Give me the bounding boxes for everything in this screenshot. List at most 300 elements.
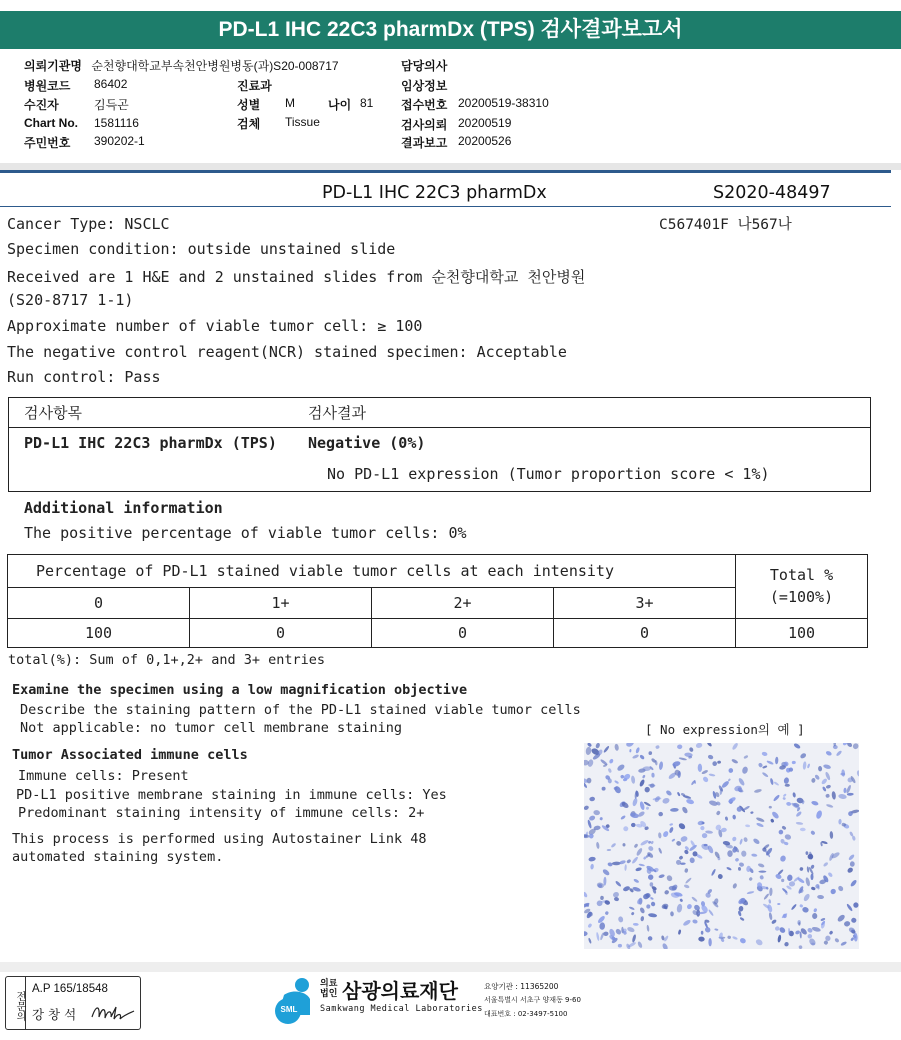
cell-nucleus: [825, 793, 830, 798]
cell-nucleus: [850, 879, 858, 887]
cell-nucleus: [711, 868, 717, 876]
cell-nucleus: [778, 830, 783, 835]
cell-nucleus: [807, 933, 813, 939]
cell-nucleus: [851, 917, 857, 923]
cell-nucleus: [846, 743, 853, 748]
report-title: PD-L1 IHC 22C3 pharmDx (TPS) 검사결과보고서: [0, 11, 901, 49]
sex-value: M: [285, 96, 295, 110]
cell-nucleus: [754, 788, 762, 793]
cell-nucleus: [584, 834, 589, 838]
cell-nucleus: [732, 815, 736, 820]
institution-label: 의뢰기관명: [24, 59, 82, 73]
cell-nucleus: [766, 760, 774, 765]
immune-line2: PD-L1 positive membrane staining in immune cells: Yes: [16, 787, 447, 803]
cell-nucleus: [701, 769, 708, 774]
additional-title: Additional information: [24, 499, 223, 517]
cell-nucleus: [829, 831, 833, 839]
cell-nucleus: [587, 923, 592, 928]
cell-nucleus: [817, 895, 824, 899]
cell-nucleus: [670, 808, 679, 812]
cell-nucleus: [646, 904, 650, 909]
cell-nucleus: [810, 830, 816, 836]
org-code: 요양기관 : 11365200: [484, 982, 559, 991]
cell-nucleus: [734, 857, 739, 862]
cell-nucleus: [843, 788, 846, 794]
intensity-col-3plus: 3+: [553, 587, 736, 619]
cell-nucleus: [741, 850, 747, 857]
cell-nucleus: [678, 855, 683, 860]
cell-nucleus: [808, 937, 817, 946]
report-line: (S20-8717 1-1): [7, 291, 134, 309]
cell-nucleus: [655, 745, 660, 750]
cell-nucleus: [726, 866, 732, 870]
cell-nucleus: [745, 824, 750, 827]
intensity-header: Percentage of PD-L1 stained viable tumor cells at each intensity: [7, 554, 736, 588]
cell-nucleus: [796, 822, 804, 826]
additional-text: The positive percentage of viable tumor cells: 0%: [24, 524, 467, 542]
cell-nucleus: [792, 792, 796, 798]
cell-nucleus: [770, 818, 775, 823]
cell-nucleus: [763, 843, 770, 849]
cell-nucleus: [629, 906, 635, 910]
cell-nucleus: [678, 929, 682, 935]
org-prefix-2: 법인: [320, 989, 338, 999]
cell-nucleus: [584, 931, 588, 936]
cell-nucleus: [837, 885, 844, 892]
cell-nucleus: [812, 913, 817, 919]
cell-nucleus: [739, 838, 743, 845]
cell-nucleus: [661, 903, 669, 910]
cell-nucleus: [799, 904, 803, 908]
cell-nucleus: [752, 838, 760, 846]
cell-nucleus: [647, 935, 653, 941]
intensity-value-3plus: 0: [553, 618, 736, 648]
cell-nucleus: [646, 925, 649, 932]
cell-nucleus: [785, 784, 790, 787]
cell-nucleus: [831, 791, 836, 800]
cell-nucleus: [797, 877, 805, 884]
cell-nucleus: [596, 882, 604, 889]
cell-nucleus: [698, 936, 705, 942]
cell-nucleus: [676, 903, 683, 913]
cell-nucleus: [811, 778, 816, 783]
cell-nucleus: [633, 878, 639, 883]
image-caption: [ No expression의 예 ]: [645, 722, 805, 737]
cell-nucleus: [588, 938, 592, 944]
cell-nucleus: [585, 746, 592, 755]
cell-nucleus: [758, 871, 766, 873]
institution-row: [24, 57, 339, 74]
cell-nucleus: [658, 847, 663, 854]
cell-nucleus: [647, 874, 654, 881]
cell-nucleus: [721, 780, 730, 789]
cell-nucleus: [702, 833, 708, 838]
cell-nucleus: [684, 868, 688, 873]
cell-nucleus: [829, 888, 836, 895]
cell-nucleus: [731, 743, 738, 751]
signature-stamp: [5, 976, 141, 1030]
cell-nucleus: [799, 752, 807, 759]
cell-nucleus: [675, 840, 681, 846]
clinical-label: 임상정보: [401, 79, 448, 93]
cell-nucleus: [789, 881, 796, 887]
request-label: 검사의뢰: [401, 118, 448, 132]
hospital-code-value: 86402: [94, 77, 128, 91]
cell-nucleus: [614, 744, 619, 752]
cell-nucleus: [678, 822, 687, 830]
cell-nucleus: [705, 830, 713, 834]
cell-nucleus: [669, 826, 675, 833]
cell-nucleus: [616, 763, 625, 772]
cell-nucleus: [633, 843, 638, 848]
test-title: PD-L1 IHC 22C3 pharmDx: [322, 183, 547, 203]
cell-nucleus: [770, 778, 774, 785]
cell-nucleus: [838, 793, 847, 799]
report-label: 결과보고: [401, 136, 448, 150]
specimen-value: Tissue: [285, 115, 320, 129]
cell-nucleus: [732, 836, 737, 842]
org-english: Samkwang Medical Laboratories: [320, 1004, 483, 1014]
cell-nucleus: [836, 750, 843, 757]
cell-nucleus: [811, 800, 819, 806]
cell-nucleus: [792, 761, 796, 764]
cell-nucleus: [631, 912, 635, 916]
cell-nucleus: [625, 743, 635, 748]
cell-nucleus: [787, 874, 793, 881]
cell-nucleus: [648, 913, 657, 918]
cell-nucleus: [614, 897, 620, 902]
cell-nucleus: [748, 877, 753, 882]
cell-nucleus: [725, 816, 729, 821]
cell-nucleus: [602, 868, 611, 876]
cell-nucleus: [773, 781, 779, 786]
report-line: Specimen condition: outside unstained slide: [7, 240, 396, 258]
cell-nucleus: [708, 909, 714, 916]
request-value: 20200519: [458, 116, 512, 130]
cell-nucleus: [622, 885, 630, 892]
cell-nucleus: [743, 805, 750, 811]
cell-nucleus: [665, 790, 672, 797]
cell-nucleus: [632, 797, 638, 806]
cell-nucleus: [714, 928, 718, 931]
cell-nucleus: [727, 850, 732, 857]
total-header-line1: Total %: [769, 566, 834, 584]
cell-nucleus: [596, 932, 600, 941]
cell-nucleus: [638, 863, 644, 866]
cell-nucleus: [709, 773, 716, 777]
cell-nucleus: [756, 822, 764, 828]
cell-nucleus: [769, 806, 773, 809]
cell-nucleus: [603, 931, 609, 936]
cell-nucleus: [615, 928, 622, 936]
report-line: Approximate number of viable tumor cell: ≥ 100: [7, 317, 423, 335]
cell-nucleus: [689, 857, 695, 864]
cell-nucleus: [682, 919, 691, 927]
cell-nucleus: [756, 817, 765, 823]
cell-nucleus: [647, 845, 654, 852]
cell-nucleus: [693, 851, 698, 856]
cell-nucleus: [781, 825, 786, 830]
cell-nucleus: [774, 926, 780, 932]
cell-nucleus: [747, 891, 755, 895]
age-label: 나이: [328, 98, 352, 112]
cell-nucleus: [646, 806, 650, 810]
cell-nucleus: [762, 765, 767, 769]
cell-nucleus: [600, 932, 605, 941]
heading-rule: [0, 206, 891, 207]
cell-nucleus: [587, 759, 594, 768]
cell-nucleus: [786, 802, 792, 807]
immune-line3: Predominant staining intensity of immune cells: 2+: [18, 805, 425, 821]
cell-nucleus: [658, 832, 662, 838]
cell-nucleus: [671, 838, 675, 842]
cell-nucleus: [769, 888, 773, 897]
cell-nucleus: [584, 891, 588, 898]
cell-nucleus: [684, 884, 690, 889]
cell-nucleus: [691, 896, 698, 902]
signature-mark: [90, 1001, 136, 1023]
cell-nucleus: [607, 849, 612, 851]
examine-line1: Describe the staining pattern of the PD-L1 stained viable tumor cells: [20, 702, 581, 718]
cell-nucleus: [818, 766, 822, 772]
cell-nucleus: [834, 937, 840, 943]
cell-nucleus: [648, 751, 652, 755]
cell-nucleus: [758, 762, 763, 768]
cell-nucleus: [751, 853, 757, 857]
org-name: 삼광의료재단: [342, 979, 458, 1003]
case-number: S2020-48497: [713, 183, 831, 203]
cell-nucleus: [777, 934, 782, 942]
cell-nucleus: [707, 754, 714, 760]
report-line: Received are 1 H&E and 2 unstained slides from 순천향대학교 천안병원: [7, 268, 586, 286]
cell-nucleus: [802, 761, 806, 770]
cell-nucleus: [633, 923, 639, 926]
cell-nucleus: [739, 862, 745, 867]
cell-nucleus: [697, 820, 704, 825]
cell-nucleus: [820, 917, 825, 921]
cell-nucleus: [739, 917, 744, 922]
cell-nucleus: [717, 873, 723, 879]
cell-nucleus: [823, 862, 829, 868]
cell-nucleus: [836, 914, 846, 923]
cell-nucleus: [677, 792, 681, 797]
cell-nucleus: [791, 903, 798, 910]
cell-nucleus: [843, 921, 850, 928]
result-col-result-header: 검사결과: [308, 404, 366, 422]
cell-nucleus: [799, 931, 801, 938]
cell-nucleus: [600, 896, 604, 901]
cell-nucleus: [803, 893, 811, 902]
result-table-divider: [9, 427, 870, 428]
cell-nucleus: [829, 930, 834, 935]
top-rule: [0, 170, 891, 173]
cell-nucleus: [679, 757, 687, 761]
cell-nucleus: [755, 938, 764, 946]
cell-nucleus: [783, 777, 789, 784]
sex-label: 성별: [237, 98, 261, 112]
intensity-col-1plus: 1+: [189, 587, 372, 619]
immune-line1: Immune cells: Present: [18, 768, 189, 784]
cell-nucleus: [848, 854, 855, 861]
cell-nucleus: [840, 941, 847, 947]
cell-nucleus: [639, 907, 646, 914]
cell-nucleus: [783, 941, 789, 947]
micrograph-svg: [584, 743, 859, 949]
cell-nucleus: [811, 874, 814, 880]
cell-nucleus: [815, 810, 823, 820]
cell-nucleus: [702, 776, 709, 783]
org-phone: 대표번호 : 02-3497-5100: [484, 1010, 568, 1018]
cell-nucleus: [798, 945, 802, 949]
cell-nucleus: [677, 744, 683, 749]
cell-nucleus: [605, 911, 609, 916]
cell-nucleus: [621, 927, 624, 934]
cell-nucleus: [685, 877, 692, 884]
cell-nucleus: [738, 867, 741, 871]
cell-nucleus: [826, 784, 832, 789]
report-value: 20200526: [458, 134, 512, 148]
cell-nucleus: [847, 793, 854, 796]
id-label: 주민번호: [24, 136, 71, 150]
cell-nucleus: [639, 779, 646, 787]
examine-title: Examine the specimen using a low magnification objective: [12, 682, 468, 698]
cell-nucleus: [584, 805, 590, 811]
cell-nucleus: [658, 874, 665, 879]
cell-nucleus: [686, 903, 693, 910]
intensity-total: 100: [735, 618, 868, 648]
cell-nucleus: [732, 883, 738, 889]
cell-nucleus: [683, 849, 689, 855]
cell-nucleus: [856, 770, 859, 777]
cell-nucleus: [699, 825, 705, 831]
cell-nucleus: [627, 926, 636, 933]
cell-nucleus: [639, 754, 645, 760]
cell-nucleus: [602, 787, 606, 791]
cell-nucleus: [607, 862, 613, 867]
cell-nucleus: [607, 768, 612, 773]
doctor-label: 담당의사: [401, 59, 448, 73]
cell-nucleus: [781, 878, 785, 882]
cell-nucleus: [798, 922, 800, 926]
cell-nucleus: [662, 942, 669, 949]
cell-nucleus: [584, 902, 590, 909]
cell-nucleus: [632, 754, 639, 760]
cell-nucleus: [846, 867, 853, 874]
cell-nucleus: [766, 904, 773, 913]
cell-nucleus: [750, 811, 754, 814]
cell-nucleus: [727, 935, 731, 939]
report-line: Cancer Type: NSCLC: [7, 215, 170, 233]
cell-nucleus: [599, 817, 603, 821]
process-line1: This process is performed using Autostainer Link 48: [12, 831, 427, 847]
cell-nucleus: [759, 875, 764, 880]
cell-nucleus: [701, 931, 704, 935]
receipt-value: 20200519-38310: [458, 96, 549, 110]
cell-nucleus: [587, 743, 593, 747]
cell-nucleus: [618, 916, 624, 923]
cell-nucleus: [589, 796, 595, 801]
cell-nucleus: [777, 903, 780, 905]
cell-nucleus: [672, 760, 681, 767]
cell-nucleus: [686, 798, 695, 805]
cell-nucleus: [846, 784, 852, 793]
total-header-line2: (=100%): [769, 588, 834, 606]
cell-nucleus: [620, 774, 624, 778]
cell-nucleus: [651, 773, 654, 778]
cell-nucleus: [731, 758, 739, 764]
cell-nucleus: [658, 812, 663, 817]
cell-nucleus: [783, 793, 787, 797]
cell-nucleus: [631, 775, 636, 784]
cell-nucleus: [587, 819, 592, 828]
cell-nucleus: [853, 932, 858, 941]
intensity-col-2plus: 2+: [371, 587, 554, 619]
cell-nucleus: [662, 797, 671, 804]
immune-title: Tumor Associated immune cells: [12, 747, 248, 763]
cell-nucleus: [771, 811, 780, 820]
cell-nucleus: [698, 764, 703, 772]
cell-nucleus: [662, 830, 669, 838]
cell-nucleus: [802, 906, 810, 913]
cell-nucleus: [773, 794, 781, 802]
cell-nucleus: [629, 749, 631, 753]
intensity-note: total(%): Sum of 0,1+,2+ and 3+ entries: [8, 652, 325, 668]
cell-nucleus: [782, 797, 786, 801]
cell-nucleus: [793, 743, 801, 749]
cell-nucleus: [820, 921, 826, 929]
cell-nucleus: [758, 863, 765, 868]
cell-nucleus: [695, 743, 703, 749]
cell-nucleus: [795, 930, 801, 935]
cell-nucleus: [670, 911, 674, 916]
cell-nucleus: [795, 811, 802, 818]
intensity-value-2plus: 0: [371, 618, 554, 648]
hospital-code-label: 병원코드: [24, 79, 71, 93]
cell-nucleus: [768, 899, 771, 904]
cell-nucleus: [692, 919, 698, 924]
cell-nucleus: [799, 867, 803, 871]
org-prefix: [320, 979, 337, 999]
intensity-value-0: 100: [7, 618, 190, 648]
ap-number: A.P 165/18548: [32, 983, 108, 995]
cell-nucleus: [666, 874, 674, 882]
patient-value: 김득곤: [94, 98, 129, 112]
cell-nucleus: [738, 777, 746, 786]
cell-nucleus: [743, 755, 748, 760]
cell-nucleus: [635, 747, 640, 754]
process-line2: automated staining system.: [12, 849, 224, 865]
cell-nucleus: [807, 763, 811, 768]
institution-value: 순천향대학교부속천안병원병동(과)S20-008717: [91, 59, 339, 73]
report-line: The negative control reagent(NCR) stained specimen: Acceptable: [7, 343, 567, 361]
cell-nucleus: [761, 751, 767, 756]
cell-nucleus: [838, 819, 841, 825]
cell-nucleus: [821, 778, 828, 785]
cell-nucleus: [762, 772, 769, 778]
result-col-item-header: 검사항목: [24, 404, 82, 422]
cell-nucleus: [622, 843, 625, 847]
cell-nucleus: [811, 926, 821, 932]
cell-nucleus: [595, 743, 601, 749]
org-prefix-1: 의료: [320, 979, 338, 989]
cell-nucleus: [650, 897, 654, 901]
cell-nucleus: [623, 826, 629, 832]
result-value: Negative (0%): [308, 434, 426, 452]
cell-nucleus: [805, 877, 811, 887]
cell-nucleus: [643, 801, 651, 807]
cell-nucleus: [850, 861, 855, 867]
age-value: 81: [360, 96, 374, 110]
